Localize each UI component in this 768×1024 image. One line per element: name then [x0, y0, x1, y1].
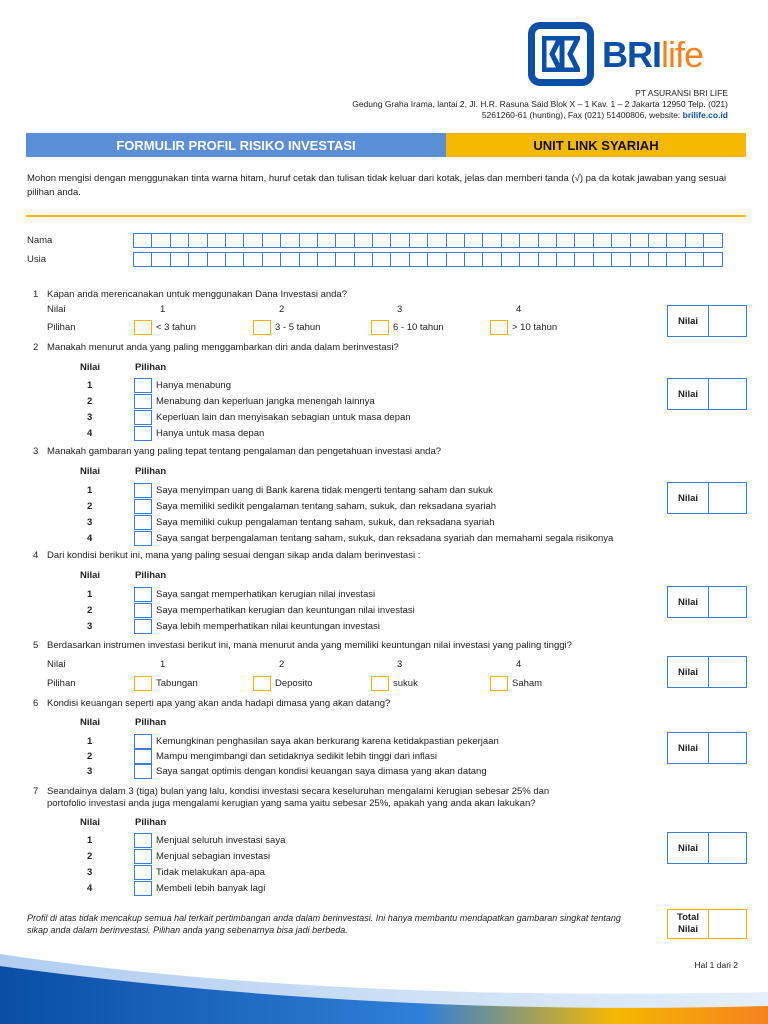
- nilai-label: Nilai: [668, 306, 709, 336]
- option-checkbox[interactable]: [134, 320, 152, 335]
- char-box[interactable]: [446, 233, 465, 248]
- char-box[interactable]: [574, 233, 593, 248]
- question-3: [33, 446, 441, 457]
- score-box-q7: [667, 832, 747, 864]
- char-box[interactable]: [225, 233, 244, 248]
- option-score: 3: [87, 867, 93, 878]
- question-text: Dari kondisi berikut ini, mana yang paling sesuai dengan sikap anda dalam berinvestasi :: [47, 550, 421, 561]
- option-checkbox[interactable]: [134, 865, 152, 880]
- char-box[interactable]: [685, 233, 704, 248]
- question-4: [33, 550, 420, 561]
- char-box[interactable]: [317, 252, 336, 267]
- question-text: Kondisi keuangan seperti apa yang akan anda hadapi dimasa yang akan datang?: [47, 698, 391, 709]
- char-box[interactable]: [207, 252, 226, 267]
- option-label: Saya menyimpan uang di Bank karena tidak mengerti tentang saham dan sukuk: [156, 485, 493, 496]
- nilai-label: Nilai: [668, 733, 709, 763]
- question-text-line-1: Seandainya dalam 3 (tiga) bulan yang lalu, kondisi investasi secara keseluruhan mengalami kerugian sebesar 25% dan: [47, 786, 550, 797]
- option-label: 3 - 5 tahun: [275, 322, 321, 333]
- pilihan-header: Pilihan: [135, 570, 167, 581]
- char-box[interactable]: [372, 252, 391, 267]
- char-box[interactable]: [611, 252, 630, 267]
- char-box[interactable]: [299, 233, 318, 248]
- char-box[interactable]: [409, 233, 428, 248]
- option-score: 1: [87, 736, 93, 747]
- brilife-logo: [528, 22, 738, 86]
- option-score: 1: [87, 835, 93, 846]
- question-text: Manakah menurut anda yang paling menggambarkan diri anda dalam berinvestasi?: [47, 342, 399, 353]
- form-title-bar: [26, 133, 746, 157]
- char-box[interactable]: [611, 233, 630, 248]
- nilai-header: Nilai: [80, 817, 101, 828]
- score-3: 3: [397, 304, 403, 315]
- option-score: 2: [87, 605, 93, 616]
- company-address-2: [352, 110, 728, 121]
- score-box-q2: [667, 378, 747, 410]
- score-4: 4: [516, 659, 522, 670]
- option-checkbox[interactable]: [371, 676, 389, 691]
- question-number: 1: [33, 289, 39, 300]
- option-label: Saya sangat berpengalaman tentang saham, sukuk, dan reksadana syariah dan memahami segala risikonya: [156, 533, 614, 544]
- char-box[interactable]: [335, 233, 354, 248]
- option-score: 2: [87, 751, 93, 762]
- option-checkbox[interactable]: [134, 603, 152, 618]
- option-checkbox[interactable]: [371, 320, 389, 335]
- char-box[interactable]: [519, 233, 538, 248]
- option-checkbox[interactable]: [134, 734, 152, 749]
- nilai-header: Nilai: [80, 466, 101, 477]
- char-box[interactable]: [354, 233, 373, 248]
- score-1: 1: [160, 659, 166, 670]
- option-score: 3: [87, 412, 93, 423]
- char-box[interactable]: [556, 233, 575, 248]
- score-2: 2: [279, 659, 285, 670]
- nilai-header: Nilai: [80, 570, 101, 581]
- option-score: 3: [87, 766, 93, 777]
- brand-wordmark: [602, 34, 703, 76]
- char-box[interactable]: [593, 233, 612, 248]
- question-6: [33, 698, 390, 709]
- char-box[interactable]: [648, 233, 667, 248]
- char-box[interactable]: [409, 252, 428, 267]
- option-score: 1: [87, 380, 93, 391]
- char-box[interactable]: [501, 252, 520, 267]
- char-box[interactable]: [464, 233, 483, 248]
- nilai-label: Nilai: [668, 379, 709, 409]
- char-box[interactable]: [427, 233, 446, 248]
- char-box[interactable]: [372, 233, 391, 248]
- option-label: Hanya menabung: [156, 380, 231, 391]
- score-4: 4: [516, 304, 522, 315]
- char-box[interactable]: [262, 252, 281, 267]
- char-box[interactable]: [556, 252, 575, 267]
- option-label: Saya memiliki sedikit pengalaman tentang saham, sukuk, dan reksadana syariah: [156, 501, 497, 512]
- option-checkbox[interactable]: [134, 499, 152, 514]
- option-label: sukuk: [393, 678, 418, 689]
- option-checkbox[interactable]: [134, 676, 152, 691]
- option-label: Keperluan lain dan menyisakan sebagian untuk masa depan: [156, 412, 411, 423]
- usia-label: Usia: [27, 254, 47, 265]
- total-label-line-2: Nilai: [677, 924, 699, 935]
- total-score-input[interactable]: [709, 910, 746, 938]
- score-box-q6: [667, 732, 747, 764]
- nilai-label: Nilai: [47, 304, 66, 315]
- option-score: 3: [87, 517, 93, 528]
- char-box[interactable]: [446, 252, 465, 267]
- char-box[interactable]: [354, 252, 373, 267]
- option-label: Menjual sebagian investasi: [156, 851, 271, 862]
- char-box[interactable]: [262, 233, 281, 248]
- score-input[interactable]: [709, 483, 746, 513]
- company-info: [352, 88, 728, 121]
- char-box[interactable]: [703, 252, 722, 267]
- char-box[interactable]: [133, 233, 152, 248]
- nama-row: [27, 233, 722, 248]
- option-score: 2: [87, 396, 93, 407]
- question-number: 6: [33, 698, 39, 709]
- pilihan-label: Pilihan: [47, 322, 76, 333]
- brand-life: life: [661, 34, 704, 75]
- pilihan-header: Pilihan: [135, 717, 167, 728]
- option-label: Saya sangat memperhatikan kerugian nilai investasi: [156, 589, 376, 600]
- question-7: [33, 786, 549, 797]
- option-score: 1: [87, 485, 93, 496]
- option-checkbox[interactable]: [134, 394, 152, 409]
- score-1: 1: [160, 304, 166, 315]
- option-score: 2: [87, 851, 93, 862]
- option-score: 2: [87, 501, 93, 512]
- divider: [26, 215, 746, 217]
- option-checkbox[interactable]: [134, 531, 152, 546]
- company-address-1: Gedung Graha Irama, lantai 2, Jl. H.R. Rasuna Said Blok X – 1 Kav. 1 – 2 Jakarta 12950 Telp. (021): [352, 99, 728, 109]
- char-box[interactable]: [666, 252, 685, 267]
- option-checkbox[interactable]: [134, 587, 152, 602]
- char-box[interactable]: [243, 233, 262, 248]
- option-label: > 10 tahun: [512, 322, 558, 333]
- option-checkbox[interactable]: [134, 749, 152, 764]
- char-box[interactable]: [280, 252, 299, 267]
- pilihan-header: Pilihan: [135, 466, 167, 477]
- usia-row: [27, 252, 722, 267]
- option-label: Tidak melakukan apa-apa: [156, 867, 265, 878]
- score-3: 3: [397, 659, 403, 670]
- option-label: < 3 tahun: [156, 322, 196, 333]
- option-checkbox[interactable]: [134, 410, 152, 425]
- char-box[interactable]: [390, 233, 409, 248]
- option-label: Saya memperhatikan kerugian dan keuntungan nilai investasi: [156, 605, 415, 616]
- score-box-q3: [667, 482, 747, 514]
- company-name: PT ASURANSI BRI LIFE: [635, 88, 728, 98]
- pilihan-header: Pilihan: [135, 362, 167, 373]
- char-box[interactable]: [501, 233, 520, 248]
- option-label: Menabung dan keperluan jangka menengah lainnya: [156, 396, 375, 407]
- nilai-label: Nilai: [668, 657, 709, 687]
- score-box-q5: [667, 656, 747, 688]
- char-box[interactable]: [151, 252, 170, 267]
- char-box[interactable]: [207, 233, 226, 248]
- option-label: Menjual seluruh investasi saya: [156, 835, 286, 846]
- option-checkbox[interactable]: [134, 483, 152, 498]
- option-label: Saya memiliki cukup pengalaman tentang saham, sukuk, dan reksadana syariah: [156, 517, 495, 528]
- company-website: brilife.co.id: [682, 110, 728, 120]
- nilai-header: Nilai: [80, 717, 101, 728]
- score-2: 2: [279, 304, 285, 315]
- option-checkbox[interactable]: [134, 378, 152, 393]
- question-5: [33, 640, 572, 651]
- question-text: Kapan anda merencanakan untuk menggunakan Dana Investasi anda?: [47, 289, 347, 300]
- option-label: Saham: [512, 678, 543, 689]
- option-label: Deposito: [275, 678, 313, 689]
- option-checkbox[interactable]: [134, 881, 152, 896]
- char-box[interactable]: [188, 233, 207, 248]
- option-checkbox[interactable]: [134, 849, 152, 864]
- usia-input[interactable]: [133, 252, 722, 267]
- score-input[interactable]: [709, 587, 746, 617]
- char-box[interactable]: [703, 233, 722, 248]
- option-checkbox[interactable]: [134, 833, 152, 848]
- option-label: Mampu mengimbangi dan setidaknya sedikit lebih tinggi dari inflasi: [156, 751, 437, 762]
- char-box[interactable]: [666, 233, 685, 248]
- nilai-label: Nilai: [47, 659, 66, 670]
- bri-logo-icon: [528, 22, 594, 86]
- option-label: Tabungan: [156, 678, 198, 689]
- char-box[interactable]: [170, 233, 189, 248]
- question-number: 2: [33, 342, 39, 353]
- char-box[interactable]: [685, 252, 704, 267]
- nilai-label: Nilai: [668, 587, 709, 617]
- page-number: Hal 1 dari 2: [694, 960, 738, 970]
- option-checkbox[interactable]: [490, 676, 508, 691]
- char-box[interactable]: [280, 233, 299, 248]
- footer-wave: [0, 944, 768, 1024]
- total-score-box: [667, 909, 747, 939]
- option-label: Kemungkinan penghasilan saya akan berkurang karena ketidakpastian pekerjaan: [156, 736, 499, 747]
- option-checkbox[interactable]: [134, 515, 152, 530]
- form-title: FORMULIR PROFIL RISIKO INVESTASI: [26, 133, 446, 157]
- option-label: Saya lebih memperhatikan nilai keuntungan investasi: [156, 621, 380, 632]
- question-text-line-2: portofolio investasi anda juga mengalami kerugian yang sama yaitu sebesar 25%, apakah yang anda akan lakukan?: [47, 798, 536, 809]
- total-label-line-1: Total: [677, 912, 699, 923]
- company-contact: 5261260-61 (hunting), Fax (021) 51400806, website:: [481, 110, 683, 120]
- char-box[interactable]: [630, 252, 649, 267]
- option-score: 4: [87, 533, 93, 544]
- score-input[interactable]: [709, 306, 746, 336]
- option-score: 4: [87, 883, 93, 894]
- question-text: Berdasarkan instrumen investasi berikut ini, mana menurut anda yang memiliki keuntungan nilai investasi yang paling tinggi?: [47, 640, 572, 651]
- option-checkbox[interactable]: [253, 676, 271, 691]
- option-label: Saya sangat optimis dengan kondisi keuangan saya dimasa yang akan datang: [156, 766, 487, 777]
- instructions: Mohon mengisi dengan menggunakan tinta warna hitam, huruf cetak dan tulisan tidak keluar dari kotak, jelas dan memberi tanda (√) pa da kotak jawaban yang sesuai pilihan anda.: [27, 173, 727, 198]
- char-box[interactable]: [648, 252, 667, 267]
- footnote: Profil di atas tidak mencakup semua hal terkait pertimbangan anda dalam berinvestasi. Ini hanya membantu mendapatkan gambaran singkat tentang sikap anda dalam berinvestasi. Pilihan anda yang sebenarnya bisa jadi berbeda.: [27, 913, 621, 935]
- char-box[interactable]: [427, 252, 446, 267]
- char-box[interactable]: [188, 252, 207, 267]
- option-checkbox[interactable]: [490, 320, 508, 335]
- score-box-q1: [667, 305, 747, 337]
- score-input[interactable]: [709, 833, 746, 863]
- question-1: [33, 289, 347, 300]
- char-box[interactable]: [464, 252, 483, 267]
- nama-input[interactable]: [133, 233, 722, 248]
- option-checkbox[interactable]: [134, 764, 152, 779]
- product-title: UNIT LINK SYARIAH: [446, 133, 746, 157]
- question-number: 5: [33, 640, 39, 651]
- nilai-header: Nilai: [80, 362, 101, 373]
- option-label: Hanya untuk masa depan: [156, 428, 265, 439]
- score-box-q4: [667, 586, 747, 618]
- nama-label: Nama: [27, 235, 53, 246]
- char-box[interactable]: [482, 252, 501, 267]
- char-box[interactable]: [243, 252, 262, 267]
- question-number: 4: [33, 550, 39, 561]
- option-label: 6 - 10 tahun: [393, 322, 444, 333]
- option-checkbox[interactable]: [253, 320, 271, 335]
- char-box[interactable]: [538, 233, 557, 248]
- question-number: 7: [33, 786, 39, 797]
- option-score: 4: [87, 428, 93, 439]
- char-box[interactable]: [593, 252, 612, 267]
- char-box[interactable]: [538, 252, 557, 267]
- char-box[interactable]: [630, 233, 649, 248]
- char-box[interactable]: [151, 233, 170, 248]
- pilihan-label: Pilihan: [47, 678, 76, 689]
- question-text: Manakah gambaran yang paling tepat tentang pengalaman dan pengetahuan investasi anda?: [47, 446, 442, 457]
- option-label: Membeli lebih banyak lagi: [156, 883, 266, 894]
- char-box[interactable]: [574, 252, 593, 267]
- nilai-label: Nilai: [668, 483, 709, 513]
- option-score: 3: [87, 621, 93, 632]
- char-box[interactable]: [519, 252, 538, 267]
- char-box[interactable]: [133, 252, 152, 267]
- char-box[interactable]: [170, 252, 189, 267]
- score-input[interactable]: [709, 657, 746, 687]
- brand-bri: BRI: [602, 34, 661, 75]
- pilihan-header: Pilihan: [135, 817, 167, 828]
- question-2: [33, 342, 399, 353]
- option-score: 1: [87, 589, 93, 600]
- option-checkbox[interactable]: [134, 619, 152, 634]
- question-number: 3: [33, 446, 39, 457]
- char-box[interactable]: [482, 233, 501, 248]
- char-box[interactable]: [317, 233, 336, 248]
- total-label: [668, 910, 709, 938]
- score-input[interactable]: [709, 733, 746, 763]
- char-box[interactable]: [225, 252, 244, 267]
- nilai-label: Nilai: [668, 833, 709, 863]
- option-checkbox[interactable]: [134, 426, 152, 441]
- char-box[interactable]: [335, 252, 354, 267]
- char-box[interactable]: [299, 252, 318, 267]
- score-input[interactable]: [709, 379, 746, 409]
- char-box[interactable]: [390, 252, 409, 267]
